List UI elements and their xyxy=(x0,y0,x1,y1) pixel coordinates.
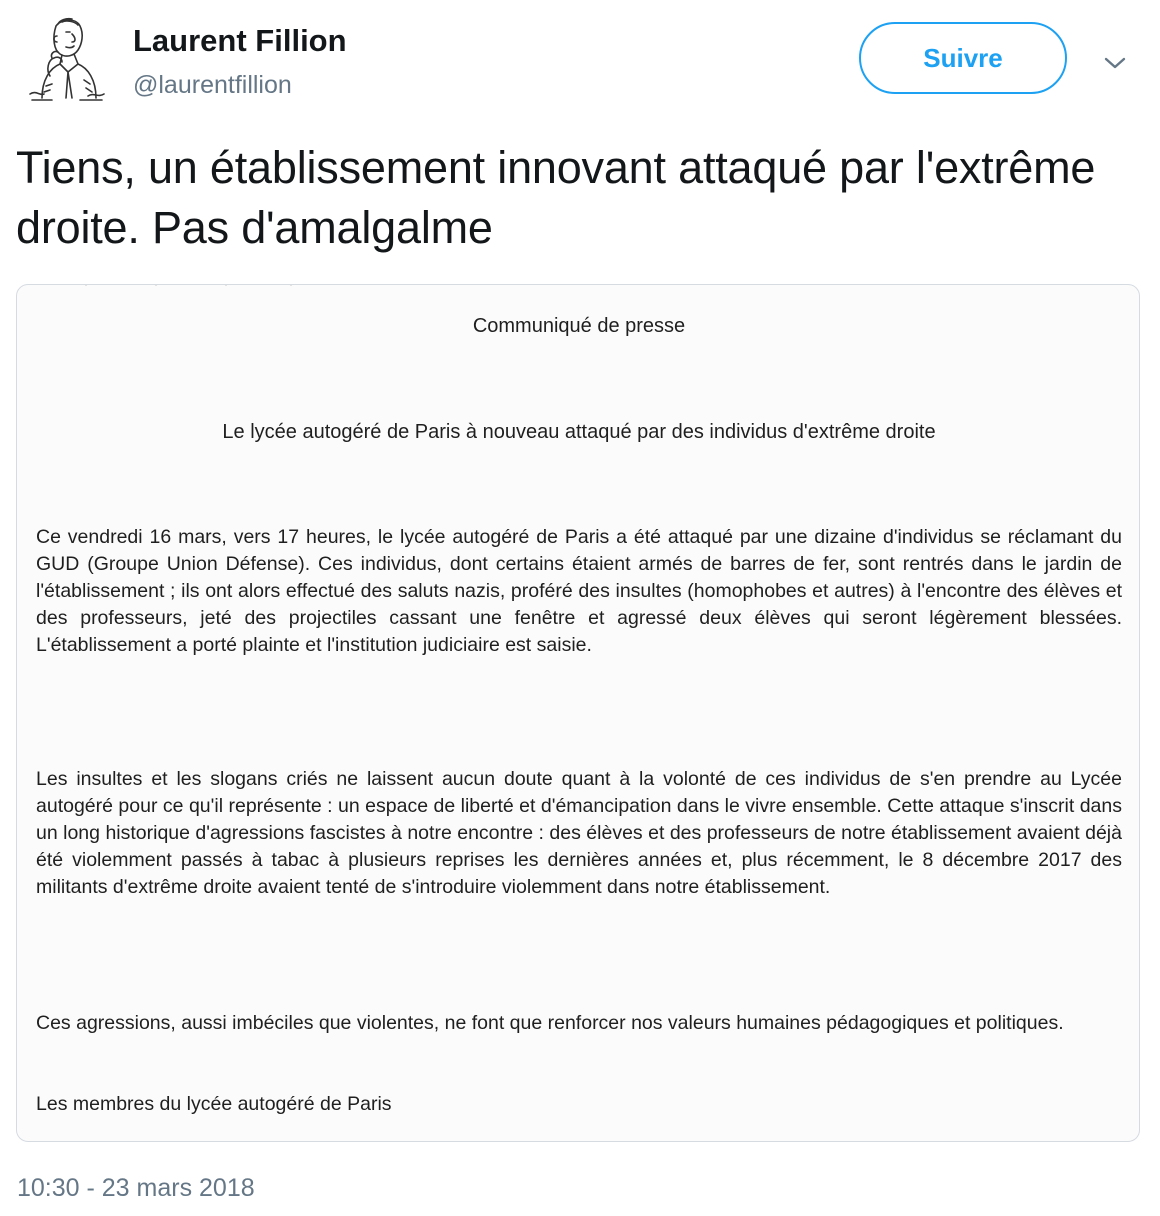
document-signature: Les membres du lycée autogéré de Paris xyxy=(36,1093,392,1115)
tweet-timestamp[interactable]: 10:30 - 23 mars 2018 xyxy=(17,1174,255,1202)
tweet-text: Tiens, un établissement innovant attaqué par l'extrême droite. Pas d'amalgalme xyxy=(16,142,1096,253)
document-headline: Le lycée autogéré de Paris à nouveau attaqué par des individus d'extrême droite xyxy=(222,421,936,443)
author-name[interactable]: Laurent Fillion xyxy=(133,23,347,58)
scan-artifact-dots xyxy=(66,284,306,289)
document-title: Communiqué de presse xyxy=(472,315,686,337)
cartoon-portrait-avatar xyxy=(22,14,110,102)
follow-button[interactable]: Suivre xyxy=(859,22,1067,94)
avatar[interactable] xyxy=(22,14,110,102)
attached-image[interactable] xyxy=(16,284,1140,1142)
author-handle[interactable]: @laurentfillion xyxy=(133,71,292,99)
more-options-button[interactable] xyxy=(1100,48,1130,78)
document-paragraph-2: Les insultes et les slogans criés ne laissent aucun doute quant à la volonté de ces individus de s'en prendre au Lycée autogéré pour ce qu'il représente : un espace de liberté et d'émancipation dans le vivre ensemble. Cette attaque s'inscrit dans un long historique d'agressions fascistes à notre encontre : des élèves et des professeurs de notre établissement avaient déjà été violemment passés à tabac à plusieurs reprises les dernières années et, plus récemment, le 8 décembre 2017 des militants d'extrême droite avaient tenté de s'introduire violemment dans notre établissement. xyxy=(36,768,1122,898)
document-paragraph-3: Ces agressions, aussi imbéciles que violentes, ne font que renforcer nos valeurs humaines pédagogiques et politiques. xyxy=(36,1012,1064,1034)
author-block xyxy=(133,22,347,102)
chevron-down-icon xyxy=(1103,55,1127,71)
document-paragraph-1: Ce vendredi 16 mars, vers 17 heures, le lycée autogéré de Paris a été attaqué par une dizaine d'individus se réclamant du GUD (Groupe Union Défense). Ces individus, dont certains étaient armés de barres de fer, sont rentrés dans le jardin de l'établissement ; ils ont alors effectué des saluts nazis, proféré des insultes (homophobes et autres) à l'encontre des élèves et des professeurs, jeté des projectiles cassant une fenêtre et agressé deux élèves qui seront légèrement blessées. L'établissement a porté plainte et l'institution judiciaire est saisie. xyxy=(36,526,1122,656)
